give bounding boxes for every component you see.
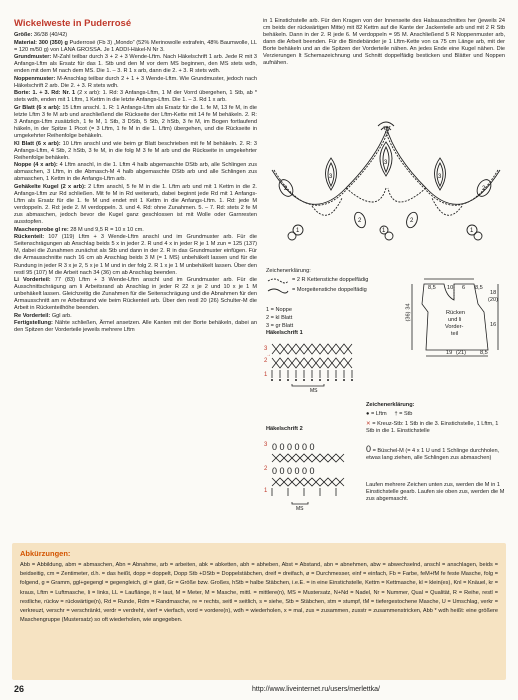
instruction-paragraph: Grundmuster: M-Zahl teilbar durch 3 + 2 + 3 Wende-Lftm. Nach Häkelschrift 1 arb. Jede R mit 3 Anfangs-Lftm als Ersatz für das 1. Stb und den M vor dem MS beginnen, den MS stets wdh, enden mit dem M nach dem MS. Die 1. – 3. R 1 x arb, dann die 2. + 3. R stets wdh. — [14, 54, 257, 75]
motif-key-number-3: 3 = gr Blatt — [266, 323, 294, 329]
instructions-right: in 1 Einstichstelle arb. Für den Kragen von der Innenseite des Halsausschnittes her (jeweils 24 cm beids der rückwärtigen Mitte) mit 82 Kettm auf die Kante der Jackenteile arb und mit 2 R Stb behäkeln. Dann in der 2. R jede 6. M verdoppeln = 95 M. Anschließend 5 R Noppenmuster arb, dann die Arbeit beenden. Für die Bindebänder je 1 Lftm-Kette von ca 75 cm Länge arb, mit der Borte behäkeln und an die Spitzen der Vorderteile nähen. An jedes Ende eine Kugel nähen. Die Verzierungen lt Schemazeichnung und Schnitt doppelfädig besticken und Blätter und Noppen aufnähen. — [263, 18, 505, 67]
chart2-ms-label: MS — [296, 506, 304, 510]
instruction-paragraph: Fertigstellung: Nähte schließen, Ärmel ansetzen. Alle Kanten mit der Borte behäkeln, dabei an den Spitzen der Vorderteile jeweils mehrere Lftm — [14, 320, 257, 334]
instruction-paragraph: Rückenteil: 107 (119) Lftm + 3 Wende-Lftm anschl und im Grundmuster arb. Für die Seitenschrägungen ab Anschlag beids 5 x in jeder 2. R und 4 x in jeder R je 1 M zun = 125 (137) M, dabei die Zunahmen zunächst als Stb und dann in der 2. R in das Grundmuster einfügen. Für die Armausschnitte nach 16 cm ab Anschlag beids 3 M (= 1 MS) unbehäkelt lassen und für die Rundung in jeder R 3 x je 2, 5 x je 1 M und in der folg 2. R 1 x je 1 M unbehäkelt lassen. Über den restl 95 (107) M die Arbeit nach 34 (36) cm ab Anschlag beenden. — [14, 234, 257, 276]
motif-key-item-2: = Morgeitenstiche doppelfädig — [292, 287, 367, 293]
schematic-label-9: 16 — [490, 322, 497, 328]
stitch-key-note: Laufen mehrere Zeichen unten zus, werden die M in 1 Einstichstelle gearb. Laufen sie oben zus, werden die M zus abgemascht. — [366, 482, 505, 502]
instruction-paragraph: Noppenmuster: M-Anschlag teilbar durch 2 + 1 + 3 Wende-Lftm. Wie Grundmuster, jedoch nach Häkelschrift 2 arb. Die 2. + 3. R stets wdh. — [14, 75, 257, 89]
motif-key-number-1: 1 = Noppe — [266, 307, 292, 313]
schematic-label-1: 8,5 — [428, 285, 436, 291]
schematic-label-2: 10 — [447, 285, 454, 291]
schematic-label-8: (20) — [488, 297, 498, 303]
instruction-paragraph: Re Vorderteil: Ggl arb. — [14, 312, 72, 319]
chart1-ms-label: MS — [310, 388, 318, 392]
svg-text:2: 2 — [482, 186, 486, 192]
chart1-row-1: 1 — [264, 372, 268, 378]
instructions-left — [14, 32, 257, 334]
svg-text:1: 1 — [470, 228, 474, 234]
instruction-paragraph: Gr Blatt (6 x arb): 15 Lftm anschl. 1. R: 1 Anfangs-Lftm als Ersatz für die 1. fe M, 13 fe M, in die letzte Lftm 3 fe M arb und anschließend die Rückseite der Lftm-Kette mit 14 fe M behäkeln. 2. R: 3 Anfangs-Lftm zusätzlich, 1 fe M, 1 Stb, 3 DStb, 5 Stb, 2 hStb, 3 fe M, im Bogen fortlaufend häkeln, in der Spitze 1 Picot (= 3 Lftm, 1 fe M in die 1. Lftm) übergehen, und die Rückseite in umgekehrter Reihenfolge behäkeln. — [14, 104, 257, 140]
right-column — [263, 18, 505, 68]
stitch-key-item-3: ✕ = Kreuz-Stb: 1 Stb in die 3. Einstichstelle, 1 Lftm, 1 Stb in die 1. Einstichstelle — [366, 421, 499, 434]
schematic-label-13: teil — [451, 331, 459, 337]
motif-key-symbols — [266, 277, 290, 297]
leaf-number-2: 3 — [384, 160, 388, 166]
schematic-label-7: 18 — [490, 290, 497, 296]
chart1-row-2: 2 — [264, 358, 268, 364]
svg-text:1: 1 — [382, 228, 386, 234]
double-crochet-icon: † — [394, 411, 398, 417]
cluster-stitch-icon: 0 — [366, 444, 372, 454]
cross-stitch-icon: ✕ — [366, 421, 371, 427]
svg-text:0 0 0 0 0 0: 0 0 0 0 0 0 — [272, 466, 315, 476]
stitch-key-item-4: 0 = Büschel-M (= 4 x 1 U und 1 Schlinge durchholen, etwas lang ziehen, alle Schlingen zus abmaschen) — [366, 444, 500, 461]
schematic-label-6: (36) — [405, 311, 412, 322]
schematic-label-10: Rücken — [446, 310, 465, 316]
chart1-heading: Häkelschrift 1 — [266, 330, 303, 336]
embroidery-motif-diagram — [268, 118, 503, 260]
chart1-row-3: 3 — [264, 346, 268, 352]
motif-key-item-1: = 2 R Kettenstiche doppelfädig — [292, 277, 369, 283]
abbreviations-box — [12, 543, 506, 680]
chain-stitch-icon: ● — [366, 411, 370, 417]
page-number: 26 — [14, 684, 25, 694]
motif-key-number-2: 2 = kl Blatt — [266, 315, 293, 321]
svg-text:2: 2 — [358, 218, 362, 224]
svg-text:→: → — [266, 352, 271, 358]
chart2-heading: Häkelschrift 2 — [266, 426, 303, 432]
stitch-key-item-1: ● = Lftm † = Stb — [366, 411, 413, 417]
schematic-label-3: 6 — [462, 285, 466, 291]
abbreviations-heading: Abkürzungen: — [20, 549, 71, 558]
instruction-paragraph: Gehäkelte Kugel (2 x arb): 2 Lftm anschl, 5 fe M in die 1. Lftm arb und mit 1 Kettm in die 2. Anfangs-Lftm zur Rd schließen. Mit fe M in Rd weiterarb, dabei beginnt jede Rd mit 1 Anfangs-Lftm als Ersatz für die 1. fe M und endet mit 1 Kettm in die Anfangs-Lftm. 1. Rd: jede M verdoppeln. 2. Rd: jede 2. M verdoppeln. 3. und 4. Rd: ohne Zunahmen. 5. – 7. Rd: stets 2 fe M zus abmaschen, jedoch bevor die Kugel ganz geschlossen ist mit Wolle oder Garnresten ausstopfen. — [14, 183, 257, 226]
svg-text:2: 2 — [410, 218, 414, 224]
motif-key-heading: Zeichenerklärung: — [266, 268, 311, 274]
schematic-label-15: (21) — [456, 350, 466, 356]
page-title: Wickelweste in Puderrosé — [14, 18, 132, 29]
instruction-paragraph: Größe: 36/38 (40/42) — [14, 32, 68, 38]
instruction-paragraph: Kl Blatt (6 x arb): 10 Lftm anschl und wie beim gr Blatt beschrieben mit fe M behäkeln. 2. R: 3 Anfangs-Lftm, 4 Stb, 2 hStb, 3 fe M, in die folg M 3 fe M arb und die Rückseite in umgekehrter Reihenfolge behäkeln. — [14, 140, 257, 161]
svg-text:2: 2 — [264, 466, 268, 472]
instruction-paragraph: Noppe (4 x arb): 4 Lftm anschl, in die 1. Lftm 4 halb abgemaschte DStb arb, alle Schlingen zus abmaschen, 3 Lftm, in die Abmasch-M 4 halb abgemaschte DStb arb und alle Schlingen zus abmaschen, 1 Kettm in die Anfangs-Lftm arb. — [14, 162, 257, 183]
schematic-label-11: und li — [448, 317, 462, 323]
svg-text:2: 2 — [284, 186, 288, 192]
schematic-label-4: 8,5 — [475, 285, 483, 291]
footer-url[interactable]: http://www.liveinternet.ru/users/merlettka/ — [252, 686, 380, 693]
svg-text:3: 3 — [264, 442, 268, 448]
svg-text:0 0 0 0 0 0: 0 0 0 0 0 0 — [272, 442, 315, 452]
instruction-paragraph: Material: 300 (350) g Puderrosé (Fb 3) „Mondo“ (52% Merinowolle extrafein, 48% Baumwolle, LL = 120 m/50 g) von LANA GROSSA. Je 1 ADDI-Häkel-N Nr 3. — [14, 39, 257, 53]
left-column — [14, 18, 257, 335]
stitch-key-heading: Zeichenerklärung: — [366, 402, 415, 408]
crochet-chart-2 — [262, 436, 362, 510]
svg-text:1: 1 — [264, 488, 268, 494]
instruction-paragraph: Maschenprobe gl re: 28 M und 9,5 R = 10 x 10 cm. — [14, 226, 144, 233]
svg-text:1: 1 — [296, 228, 300, 234]
schematic-label-16: 8,5 — [480, 350, 488, 356]
leaf-number-3: 3 — [438, 174, 442, 180]
leaf-number-1: 3 — [329, 174, 333, 180]
schematic-label-5: 34 — [405, 303, 412, 310]
instruction-paragraph: Li Vorderteil: 77 (83) Lftm + 3 Wende-Lftm anschl und im Grundmuster arb. Für die Ausschnittschrägung am li Arbeitsrand ab Anschlag in jeder R 22 x je 2 und 10 x je 1 M unbehäkelt lassen. Gleichzeitig die Zunahmen für die Seitenschrägung und die Abnahmen für den Armausschnitt am re Arbeitsrand wie beim Rückenteil arb. Über den restl 20 (26) Schulter-M die Arbeit in Rückenteilhöhe beenden. — [14, 277, 257, 312]
schematic-label-12: Vorder- — [445, 324, 464, 330]
schematic-label-14: 19 — [446, 350, 453, 356]
abbreviations-text: Abb = Abbildung, abm = abmaschen, Abn = Abnahme, arb = arbeiten, abk = abketten, abh = abheben, Abst = Abstand, abn = abnehmen, abw = abwechselnd, anschl = anschlagen, beids = beidseitig, cm = Zentimeter, d.h. = das heißt, dopp = doppelt, Dopp Stb +DStb = Doppelstäbchen, dreif = dreifach, ø = Durchmesser, einf = einfach, Fb = Farbe, feM+fM fe feste Masche, folg = folgend, g = Gramm, ggl+gegengl = gegengleich, gl = glatt, Gr = Größe bzw. Großes, hStb = halbe Stäbchen, i.e.E. = in eine Einstichstelle, Kettm = Kettmasche, kl = klein(es), Knl = Knäuel, kr = kraus, Lftm = Luftmasche, li = links, LL = Lauflänge, lt = laut, M = Meter, M = Masche, mittl. = mittlere(n), MS = Mustersatz, N+Nd = Nadel, Nr = Nummer, Qual = Qualität, R = Reihe, restl = restliche, rückw = rückwärtige(n), Rd = Runde, Rdm = Randmasche, re = rechts, seitl = seitlich, s = siehe, Stb = Stäbchen, stm = stumpf, tM = tiefergestochene Masche, U = Umschlag, verkr = verkreuzt, verschr = verschränkt, verdr = verdreht, vierf = vierfach, vord = vordere(n), wdh = wiederholen, x = mal, zus = zusammen, zusstr = zusammenstricken, Abb * wdh heißt: eine größere Maschengruppe (Mustersatz) so oft wiederholen, wie angegeben. — [20, 562, 498, 624]
crochet-chart-1 — [262, 340, 362, 392]
instruction-paragraph: Borte: 1. + 3. Rd: Nr. 1 (2 x arb): 1. Rd: 3 Anfangs-Lftm, 1 M der Vorrd übergehen, 1 Stb, ab * stets wdh, enden mit 1 Lftm, 1 Kettm in die letzte Anfangs-Lftm. Die 1. – 3. Rd 1 x arb. — [14, 90, 257, 104]
